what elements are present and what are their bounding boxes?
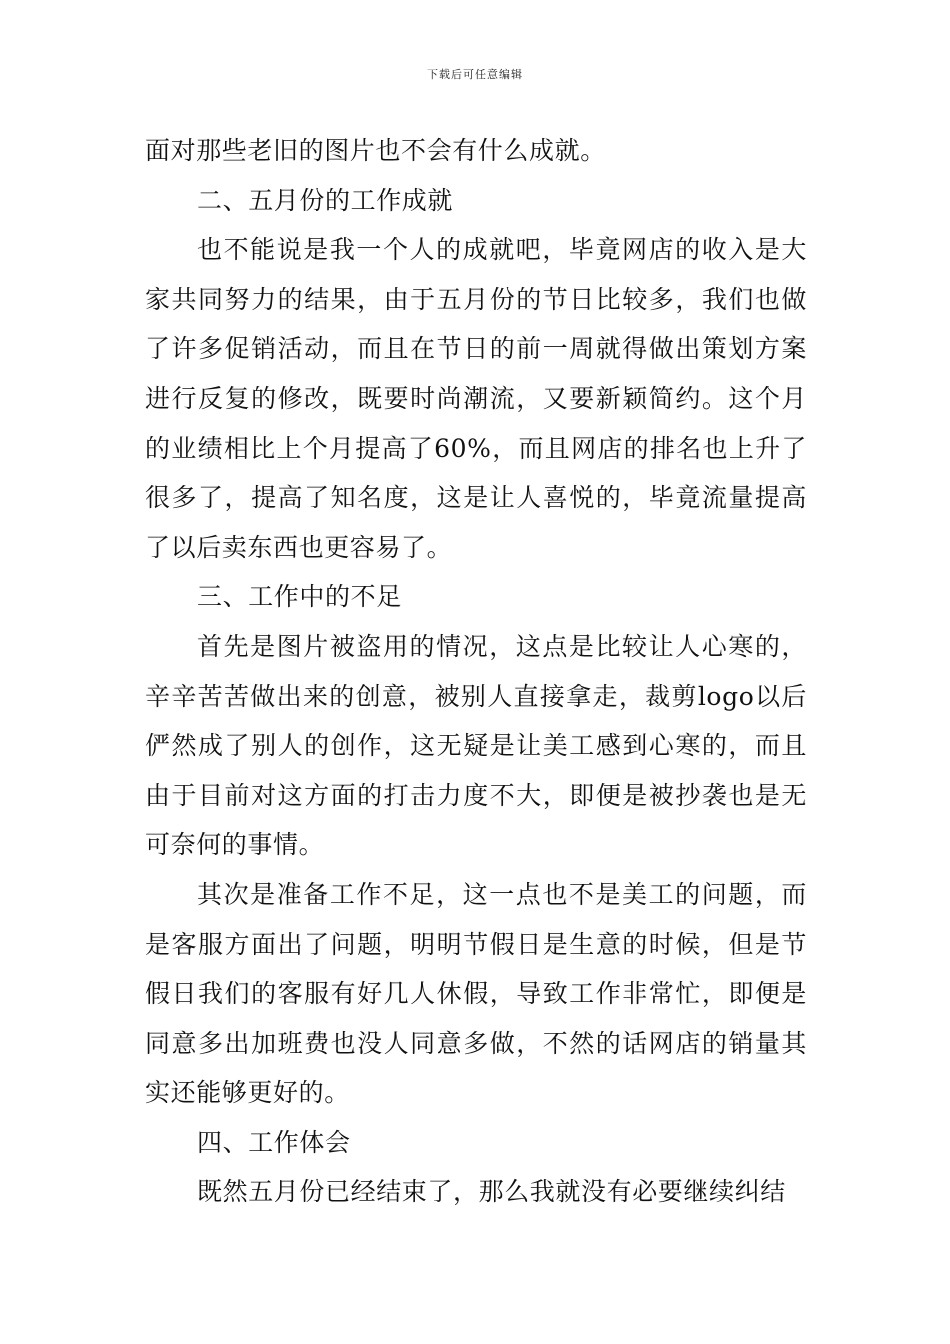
section-heading-reflection: 四、工作体会 [197,1127,351,1157]
paragraph-image-theft: 首先是图片被盗用的情况，这点是比较让人心寒的，辛辛苦苦做出来的创意，被别人直接拿走，裁剪logo以后俨然成了别人的创作，这无疑是让美工感到心寒的，而且由于目前对这方面的打击力度不大，即便是被抄袭也是无可奈何的事情。 [145,631,807,860]
paragraph-preparation: 其次是准备工作不足，这一点也不是美工的问题，而是客服方面出了问题，明明节假日是生意的时候，但是节假日我们的客服有好几人休假，导致工作非常忙，即便是同意多出加班费也没人同意多做，不然的话网店的销量其实还能够更好的。 [145,879,807,1108]
paragraph-reflection: 既然五月份已经结束了，那么我就没有必要继续纠结 [197,1177,786,1207]
document-body [145,126,807,1217]
paragraph-achievements: 也不能说是我一个人的成就吧，毕竟网店的收入是大家共同努力的结果，由于五月份的节日比较多，我们也做了许多促销活动，而且在节日的前一周就得做出策划方案进行反复的修改，既要时尚潮流，又要新颖简约。这个月的业绩相比上个月提高了60%，而且网店的排名也上升了很多了，提高了知名度，这是让人喜悦的，毕竟流量提高了以后卖东西也更容易了。 [145,235,807,562]
section-heading-achievements: 二、五月份的工作成就 [197,185,454,215]
header-note: 下载后可任意编辑 [427,68,523,81]
section-heading-shortcomings: 三、工作中的不足 [197,582,402,612]
paragraph-continuation: 面对那些老旧的图片也不会有什么成就。 [145,136,606,165]
